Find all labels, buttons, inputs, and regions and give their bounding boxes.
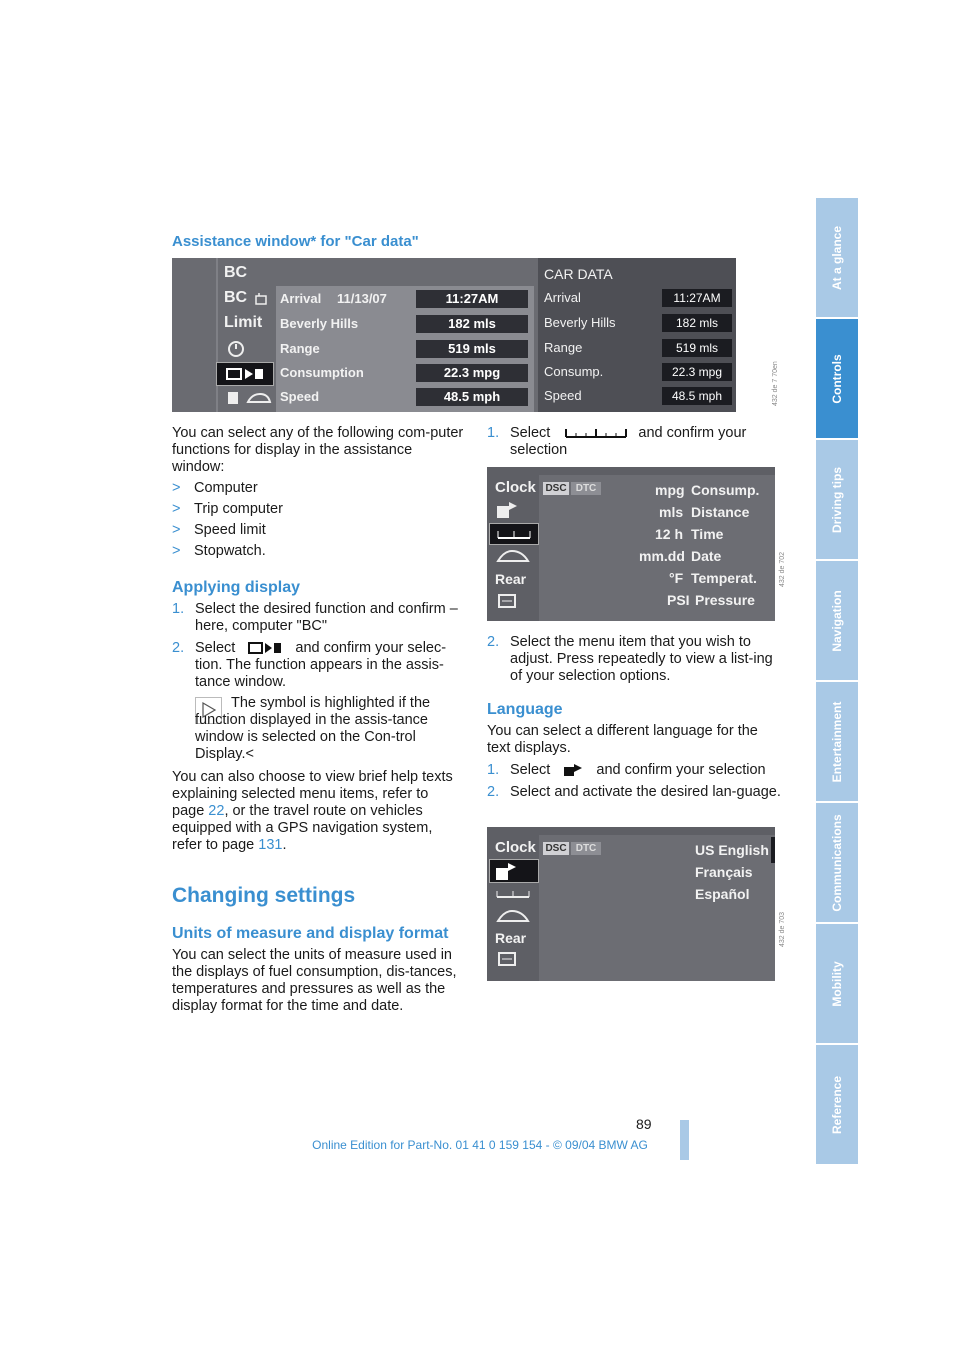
step-2: 2. Select and confirm your selec-tion. The function appears in the assis-tance window. [172, 640, 447, 690]
tab-driving-tips[interactable]: Driving tips [816, 440, 858, 559]
car-icon [495, 907, 531, 925]
car-and-computer-icon [226, 388, 272, 408]
settings-icon [490, 860, 538, 882]
units-text: You can select the units of measure used in the displays of fuel consumption, dis-tances, temperatures and pressures as well as the display format for the time and date. [172, 947, 457, 1014]
menu-limit: Limit [224, 314, 263, 331]
chapter-tabs [816, 198, 858, 1166]
tab-controls[interactable]: Controls [816, 319, 858, 438]
menu-rear: Rear [495, 571, 527, 587]
right-step-1: 1. Select and confirm your selection [487, 425, 747, 458]
units-screen: Clock Rear DSC DTC mpg Consump. mls Distance 12 h Time mm.dd Date °F Temperat. PSI Pressure 432 de 702 [487, 467, 781, 621]
assistance-window-icon [239, 640, 291, 656]
page-link-131[interactable]: 131 [258, 837, 283, 853]
tab-at-a-glance[interactable]: At a glance [816, 198, 858, 317]
applying-steps [172, 601, 464, 691]
assistance-window-heading: Assistance window* for "Car data" [172, 233, 419, 250]
units-icon [490, 524, 538, 544]
language-text: You can select a different language for the text displays. [487, 723, 758, 756]
footer-edition: Online Edition for Part-No. 01 41 0 159 154 - © 09/04 BMW AG [312, 1138, 648, 1152]
trip-icon [254, 292, 268, 306]
menu-rear: Rear [495, 930, 527, 946]
list-item: > Trip computer [172, 501, 283, 517]
units-heading: Units of measure and display format [172, 925, 449, 942]
list-item: > Computer [172, 480, 258, 496]
tab-navigation[interactable]: Navigation [816, 561, 858, 680]
language-heading: Language [487, 701, 563, 718]
language-screen [487, 827, 786, 981]
list-item: > Stopwatch. [172, 543, 266, 559]
assistance-window-icon [217, 363, 273, 385]
menu-clock: Clock [495, 839, 536, 856]
list-item: > Speed limit [172, 522, 266, 538]
settings-menu-item[interactable] [489, 859, 539, 883]
units-menu-item[interactable] [489, 523, 539, 545]
settings-icon [495, 500, 519, 520]
page-link-22[interactable]: 22 [208, 803, 225, 819]
dsc-tab[interactable]: DSC [543, 482, 569, 495]
language-option[interactable]: Français [695, 864, 753, 880]
dtc-tab[interactable]: DTC [571, 482, 601, 495]
settings-icon [554, 762, 592, 778]
scroll-indicator [771, 837, 775, 863]
tab-entertainment[interactable]: Entertainment [816, 682, 858, 801]
assistance-window-menu-item[interactable] [216, 362, 274, 386]
dtc-tab[interactable]: DTC [571, 842, 601, 855]
tab-communications[interactable]: Communications [816, 803, 858, 922]
image-code: 432 de 7 70en [772, 361, 779, 406]
tab-mobility[interactable]: Mobility [816, 924, 858, 1043]
step-1: 1. Select the desired function and confirm – here, computer "BC" [172, 601, 458, 634]
help-text: You can also choose to view brief help texts explaining selected menu items, refer to page 22, or the travel route on vehicles equipped with a GPS navigation system, refer to page 131. [172, 769, 453, 853]
page-number: 89 [636, 1116, 652, 1132]
language-option[interactable]: Español [695, 886, 750, 902]
language-steps: 1. Select and confirm your selection 2. Select and activate the desired lan-guage. [487, 762, 781, 800]
display-icon [497, 951, 517, 967]
image-code: 432 de 703 [779, 911, 786, 947]
right-step-2: 2. Select the menu item that you wish to adjust. Press repeatedly to view a list-ing of your selection options. [487, 634, 773, 684]
function-list [172, 480, 464, 560]
dsc-tab[interactable]: DSC [543, 842, 569, 855]
units-icon [495, 885, 531, 901]
stopwatch-icon [226, 338, 246, 358]
intro-text: You can select any of the following com-puter functions for display in the assistance window: [172, 425, 464, 475]
menu-bc-trip: BC [224, 289, 248, 306]
units-icon [554, 425, 634, 441]
changing-settings-heading: Changing settings [172, 884, 356, 907]
note-text: The symbol is highlighted if the function displayed in the assis-tance window is selected on the Con-trol Display.< [195, 695, 431, 762]
display-icon [497, 593, 517, 609]
menu-bc: BC [224, 264, 248, 281]
applying-display-heading: Applying display [172, 579, 301, 596]
car-data-screen: BC BC Limit Arrival 11/13/07 Beverly Hills Range Consumption Speed 11:27AM 182 mls 519 mls 22.3 mpg 48.5 mph CAR DATA Arrival Beverly Hills Range Consump. Speed 11:27AM 182 mls 519 mls 22.3 mpg 48.5 mph 432 de 7 70en [172, 258, 780, 412]
menu-clock: Clock [495, 479, 536, 496]
tab-reference[interactable]: Reference [816, 1045, 858, 1164]
image-code: 432 de 702 [779, 551, 786, 587]
car-icon [495, 547, 531, 565]
car-data-title: CAR DATA [544, 266, 613, 282]
language-option[interactable]: US English [695, 842, 769, 858]
